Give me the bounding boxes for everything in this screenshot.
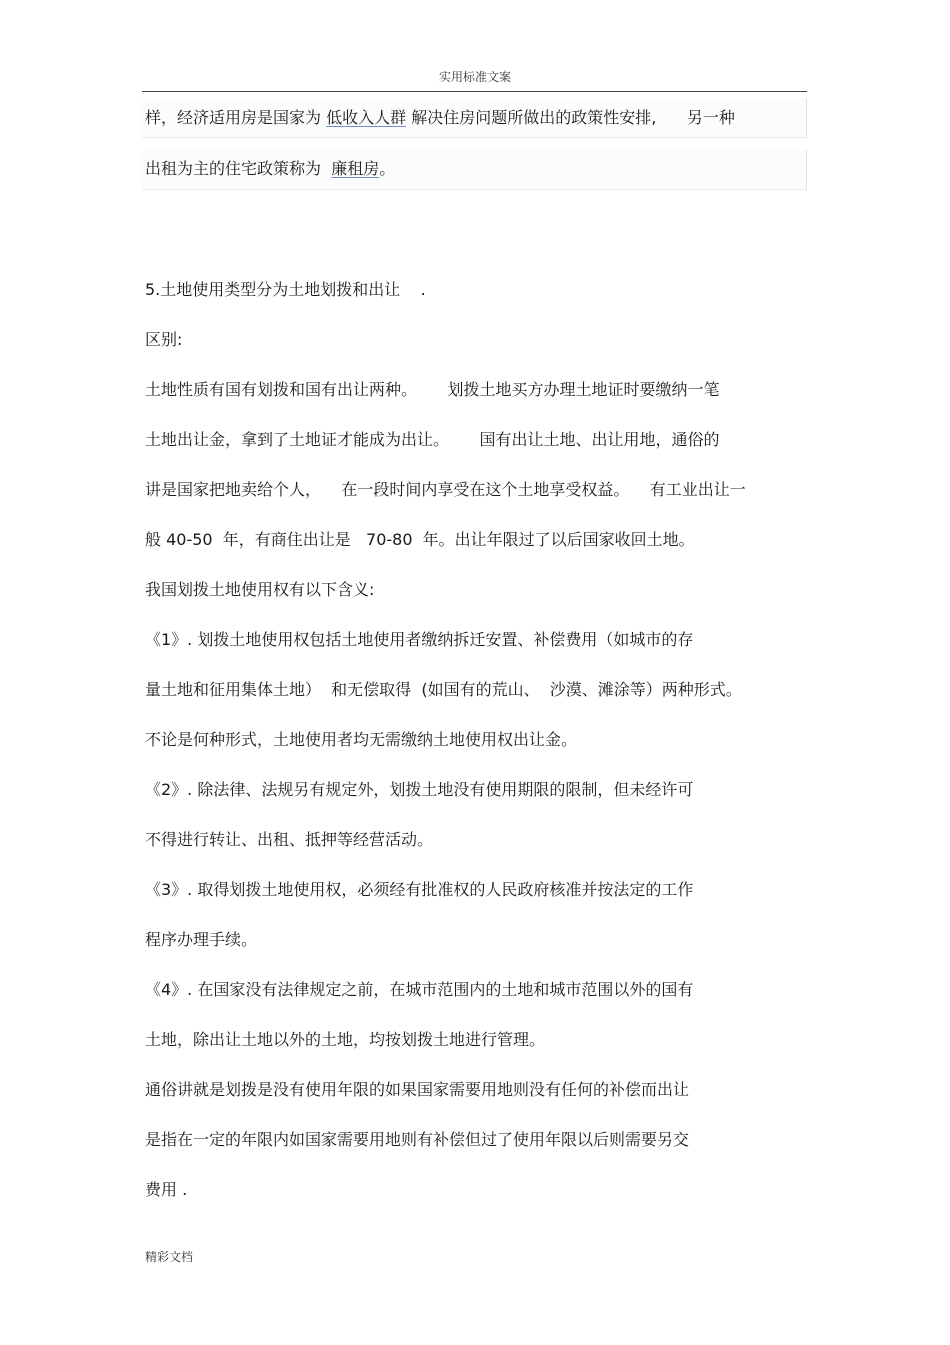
text-segment: 。 bbox=[379, 159, 396, 178]
header-divider bbox=[142, 91, 807, 92]
body-line: 是指在一定的年限内如国家需要用地则有补偿但过了使用年限以后则需要另交 bbox=[145, 1130, 690, 1149]
body-line: 不论是何种形式，土地使用者均无需缴纳土地使用权出让金。 bbox=[145, 730, 578, 749]
body-line: 通俗讲就是划拨是没有使用年限的如果国家需要用地则没有任何的补偿而出让 bbox=[145, 1080, 690, 1099]
body-line: 《2》. 除法律、法规另有规定外，划拨土地没有使用期限的限制，但未经许可 bbox=[145, 780, 694, 799]
body-line: 我国划拨土地使用权有以下含义: bbox=[145, 580, 375, 599]
body-line: 区别: bbox=[145, 330, 183, 349]
body-line: 费用 . bbox=[145, 1180, 188, 1199]
body-line: 程序办理手续。 bbox=[145, 930, 258, 949]
text-segment: 另一种 bbox=[686, 108, 735, 127]
highlight-low-rent-housing: 廉租房 bbox=[331, 159, 380, 178]
body-line: 土地性质有国有划拨和国有出让两种。 划拨土地买方办理土地证时要缴纳一笔 bbox=[145, 380, 720, 399]
body-line: 5.土地使用类型分为土地划拨和出让 . bbox=[145, 280, 426, 299]
top-paragraph-line-1 bbox=[145, 108, 735, 128]
text-segment: 样，经济适用房是国家为 bbox=[145, 108, 322, 127]
body-line: 量土地和征用集体土地） 和无偿取得 (如国有的荒山、 沙漠、滩涂等）两种形式。 bbox=[145, 680, 742, 699]
body-line: 讲是国家把地卖给个人， 在一段时间内享受在这个土地享受权益。 有工业出让一 bbox=[145, 480, 746, 499]
body-line: 不得进行转让、出租、抵押等经营活动。 bbox=[145, 830, 434, 849]
text-segment: 解决住房问题所做出的政策性安排, bbox=[411, 108, 657, 127]
page-footer: 精彩文档 bbox=[145, 1250, 194, 1264]
body-line: 《3》. 取得划拨土地使用权，必须经有批准权的人民政府核准并按法定的工作 bbox=[145, 880, 694, 899]
body-line: 土地，除出让土地以外的土地，均按划拨土地进行管理。 bbox=[145, 1030, 546, 1049]
page-header: 实用标准文案 bbox=[438, 70, 511, 84]
text-segment: 出租为主的住宅政策称为 bbox=[145, 159, 322, 178]
body-line: 土地出让金，拿到了土地证才能成为出让。 国有出让土地、出让用地，通俗的 bbox=[145, 430, 720, 449]
top-paragraph-line-2 bbox=[145, 159, 395, 179]
body-line: 般 40-50 年，有商住出让是 70-80 年。出让年限过了以后国家收回土地。 bbox=[145, 530, 695, 549]
body-line: 《4》. 在国家没有法律规定之前，在城市范围内的土地和城市范围以外的国有 bbox=[145, 980, 694, 999]
body-line: 《1》. 划拨土地使用权包括土地使用者缴纳拆迁安置、补偿费用（如城市的存 bbox=[145, 630, 694, 649]
highlight-low-income: 低收入人群 bbox=[326, 108, 407, 127]
